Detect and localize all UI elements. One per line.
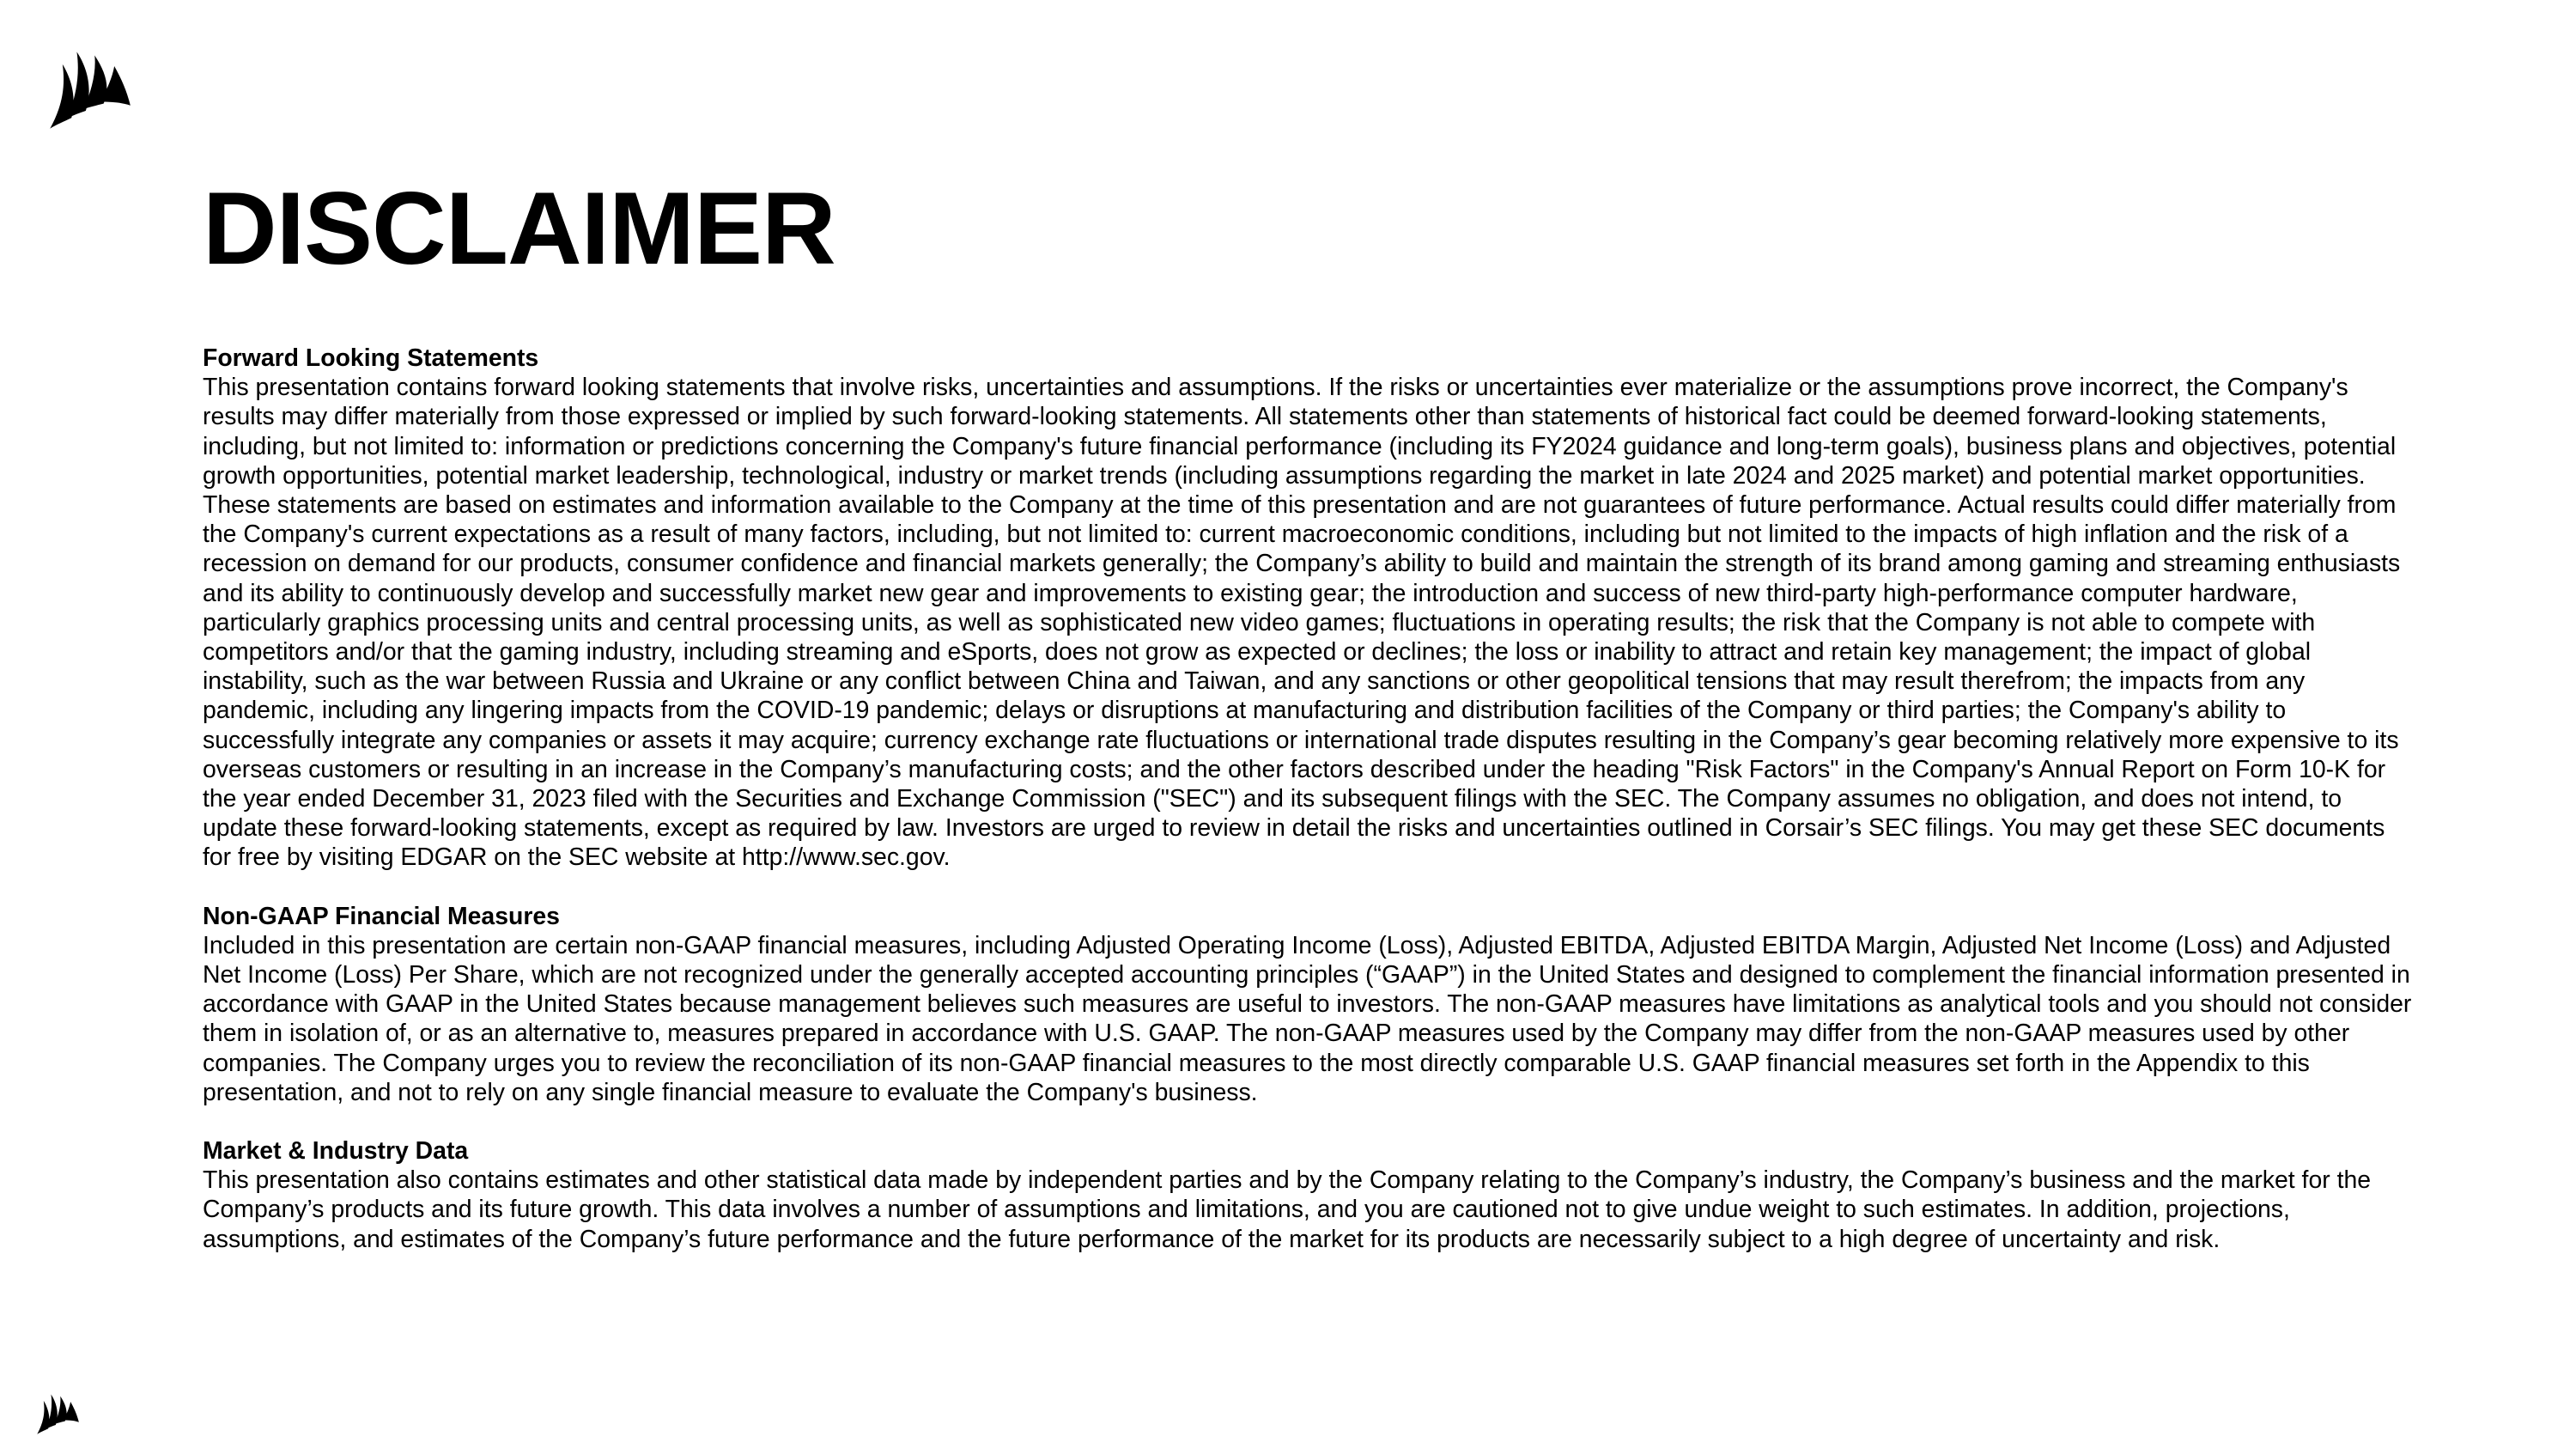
section-body: This presentation contains forward looking statements that involve risks, uncertainties and assumptions. If the risks or uncertainties ever materialize or the assumptions prove incorrect, the Company's results may differ materially from those expressed or implied by such forward-looking statements. All statements other than statements of historical fact could be deemed forward-looking statements, including, but not limited to: information or predictions concerning the Company's future financial performance (including its FY2024 guidance and long-term goals), business plans and objectives, potential growth opportunities, potential market leadership, technological, industry or market trends (including assumptions regarding the market in late 2024 and 2025 market) and potential market opportunities. These statements are based on estimates and information available to the Company at the time of this presentation and are not guarantees of future performance. Actual results could differ materially from the Company's current expectations as a result of many factors, including, but not limited to: current macroeconomic conditions, including but not limited to the impacts of high inflation and the risk of a recession on demand for our products, consumer confidence and financial markets generally; the Company’s ability to build and maintain the strength of its brand among gaming and streaming enthusiasts and its ability to continuously develop and successfully market new gear and improvements to existing gear; the introduction and success of new third-party high-performance computer hardware, particularly graphics processing units and central processing units, as well as sophisticated new video games; fluctuations in operating results; the risk that the Company is not able to compete with competitors and/or that the gaming industry, including streaming and eSports, does not grow as expected or declines; the loss or inability to attract and retain key management; the impact of global instability, such as the war between Russia and Ukraine or any conflict between China and Taiwan, and any sanctions or other geopolitical tensions that may result therefrom; the impacts from any pandemic, including any lingering impacts from the COVID-19 pandemic; delays or disruptions at manufacturing and distribution facilities of the Company or third parties; the Company's ability to successfully integrate any companies or assets it may acquire; currency exchange rate fluctuations or international trade disputes resulting in the Company’s gear becoming relatively more expensive to its overseas customers or resulting in an increase in the Company’s manufacturing costs; and the other factors described under the heading "Risk Factors" in the Company's Annual Report on Form 10-K for the year ended December 31, 2023 filed with the Securities and Exchange Commission ("SEC") and its subsequent filings with the SEC. The Company assumes no obligation, and does not intend, to update these forward-looking statements, except as required by law. Investors are urged to review in detail the risks and uncertainties outlined in Corsair’s SEC filings. You may get these SEC documents for free by visiting EDGAR on the SEC website at http://www.sec.gov. (203, 374, 2401, 872)
section-body: This presentation also contains estimates and other statistical data made by independent parties and by the Company relating to the Company’s industry, the Company’s business and the market for the Company’s products and its future growth. This data involves a number of assumptions and limitations, and you are cautioned not to give undue weight to such estimates. In addition, projections, assumptions, and estimates of the Company’s future performance and the future performance of the market for its products are necessarily subject to a high degree of uncertainty and risk. (203, 1166, 2372, 1253)
section-heading: Forward Looking Statements (203, 344, 539, 372)
corsair-logo-small-icon (34, 1391, 81, 1436)
section-heading: Market & Industry Data (203, 1137, 469, 1166)
page-title: DISCLAIMER (203, 171, 835, 286)
section-heading: Non-GAAP Financial Measures (203, 902, 560, 930)
disclaimer-content (203, 344, 2418, 1283)
corsair-logo-icon (45, 46, 134, 132)
non-gaap-section (203, 902, 2418, 1107)
forward-looking-section (203, 344, 2418, 873)
section-body: Included in this presentation are certain non-GAAP financial measures, including Adjusted Operating Income (Loss), Adjusted EBITDA, Adjusted EBITDA Margin, Adjusted Net Income (Loss) and Adjusted Net Income (Loss) Per Share, which are not recognized under the generally accepted accounting principles (“GAAP”) in the United States and designed to complement the financial information presented in accordance with GAAP in the United States because management believes such measures are useful to investors. The non-GAAP measures have limitations as analytical tools and you should not consider them in isolation of, or as an alternative to, measures prepared in accordance with U.S. GAAP. The non-GAAP measures used by the Company may differ from the non-GAAP measures used by other companies. The Company urges you to review the reconciliation of its non-GAAP financial measures to the most directly comparable U.S. GAAP financial measures set forth in the Appendix to this presentation, and not to rely on any single financial measure to evaluate the Company's business. (203, 931, 2412, 1106)
market-industry-section (203, 1136, 2418, 1254)
